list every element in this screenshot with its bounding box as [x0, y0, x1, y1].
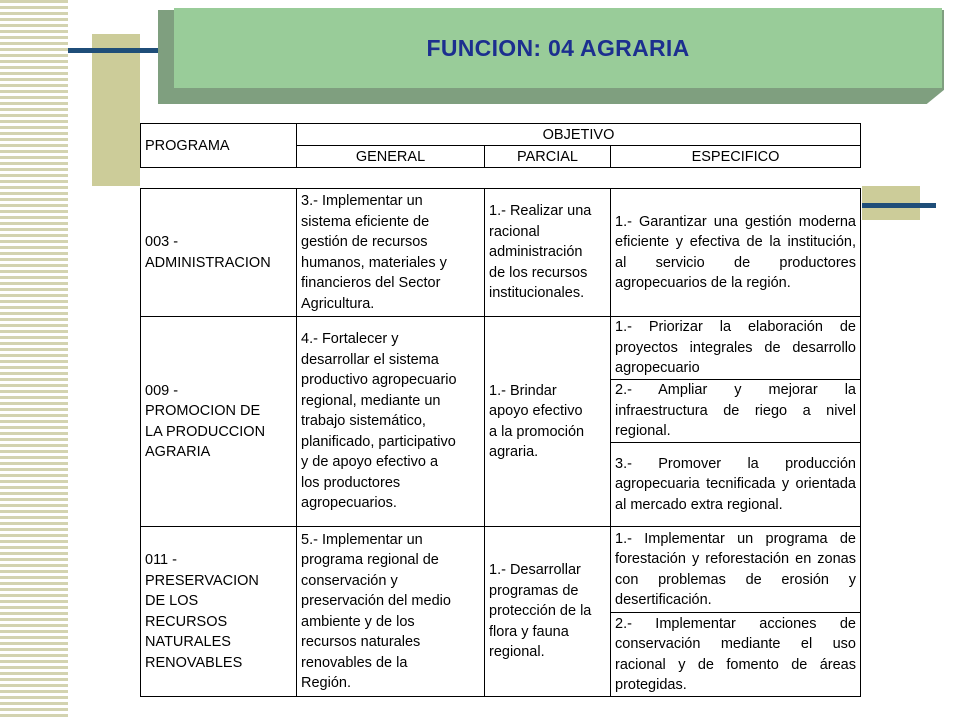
table-row [141, 189, 861, 317]
general-cell: 5.- Implementar un programa regional de conservación y preservación del medio ambiente y de los recursos naturales renovables de la Región. [297, 527, 485, 697]
especifico-cell: 3.- Promover la producción agropecuaria tecnificada y orientada al mercado extra regional. [611, 443, 861, 527]
especifico-cell: 1.- Priorizar la elaboración de proyectos integrales de desarrollo agropecuario [611, 317, 861, 380]
parcial-cell: 1.- Realizar una racional administración de los recursos institucionales. [485, 189, 611, 317]
header-especifico: ESPECIFICO [611, 146, 861, 168]
general-cell: 4.- Fortalecer y desarrollar el sistema productivo agropecuario regional, mediante un trabajo sistemático, planificado, participativo y de apoyo efectivo a los productores agropecuarios. [297, 317, 485, 527]
programa-cell: 003 - ADMINISTRACION [141, 189, 297, 317]
objectives-table [140, 188, 861, 697]
header-general: GENERAL [297, 146, 485, 168]
table-row [141, 527, 861, 613]
table-row [141, 317, 861, 380]
especifico-cell: 2.- Ampliar y mejorar la infraestructura de riego a nivel regional. [611, 380, 861, 443]
header-programa: PROGRAMA [141, 124, 297, 168]
parcial-cell: 1.- Desarrollar programas de protección de la flora y fauna regional. [485, 527, 611, 697]
header-parcial: PARCIAL [485, 146, 611, 168]
left-accent-block [92, 34, 140, 186]
page-title: FUNCION: 04 AGRARIA [426, 34, 690, 61]
especifico-cell: 1.- Garantizar una gestión moderna eficiente y efectiva de la institución, al servicio de productores agropecuarios de la región. [611, 189, 861, 317]
especifico-cell: 2.- Implementar acciones de conservación mediante el uso racional y de fomento de áreas protegidas. [611, 613, 861, 697]
right-accent-bar [862, 203, 936, 208]
left-stripe-decoration [0, 0, 68, 720]
title-banner [174, 8, 942, 88]
parcial-cell: 1.- Brindar apoyo efectivo a la promoción agraria. [485, 317, 611, 527]
header-table [140, 123, 861, 168]
programa-cell: 011 - PRESERVACION DE LOS RECURSOS NATURALES RENOVABLES [141, 527, 297, 697]
programa-cell: 009 - PROMOCION DE LA PRODUCCION AGRARIA [141, 317, 297, 527]
left-accent-bar [68, 48, 168, 53]
general-cell: 3.- Implementar un sistema eficiente de gestión de recursos humanos, materiales y financieros del Sector Agricultura. [297, 189, 485, 317]
header-objetivo: OBJETIVO [297, 124, 861, 146]
especifico-cell: 1.- Implementar un programa de forestación y reforestación en zonas con problemas de erosión y desertificación. [611, 527, 861, 613]
